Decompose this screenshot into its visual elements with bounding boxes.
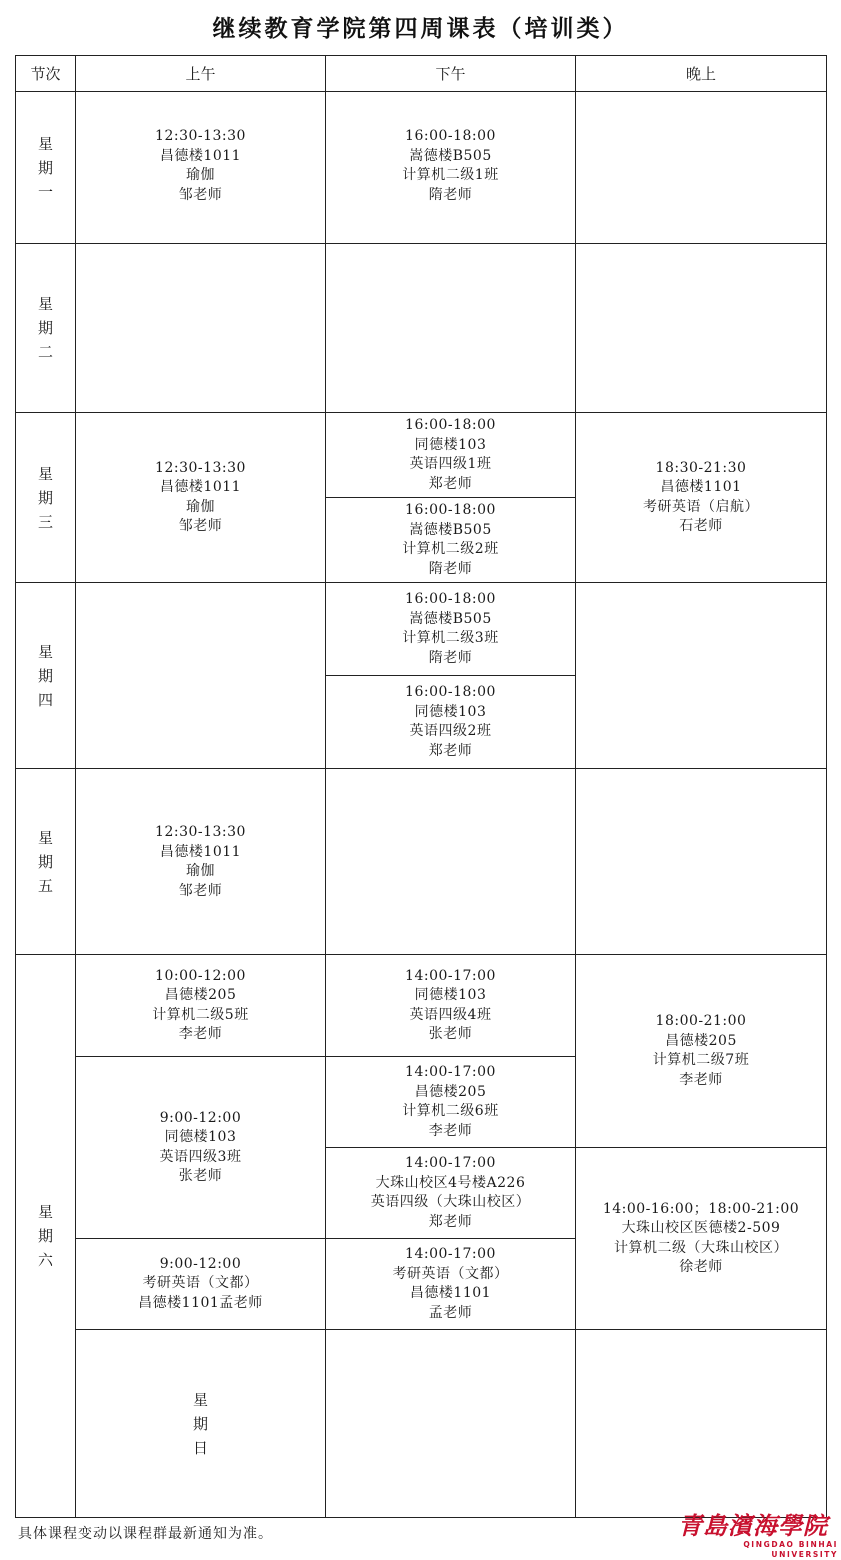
header-evening: 晚上 [576, 56, 827, 92]
cell-text-line: 三 [37, 512, 53, 531]
cell-text-line: 瑜伽 [186, 498, 215, 515]
cell-text-line: 14:00-17:00 [405, 967, 496, 984]
cell-text-line: 星 [37, 1203, 53, 1221]
cell-text-line: 一 [37, 182, 53, 201]
cell-text-line: 李老师 [679, 1071, 723, 1088]
cell-text-line: 星 [192, 1390, 208, 1409]
cell-text-line: 四 [37, 690, 53, 709]
day-tuesday [16, 244, 76, 413]
cell-text-line: 计算机二级1班 [402, 167, 499, 183]
cell-text-line: 期 [37, 852, 53, 871]
cell-text-line: 星 [37, 828, 53, 847]
header-morning: 上午 [76, 56, 326, 92]
cell-text-line: 考研英语（文都） [392, 1265, 509, 1282]
fri-afternoon-empty [326, 769, 576, 955]
cell-text-line: 隋老师 [428, 186, 473, 203]
cell-text-line: 16:00-18:00 [405, 417, 496, 433]
cell-text-line: 五 [37, 876, 53, 895]
cell-text-line: 12:30-13:30 [155, 128, 246, 144]
cell-text-line: 郑老师 [428, 742, 473, 759]
cell-text-line: 14:00-16:00；18:00-21:00 [602, 1200, 800, 1217]
cell-text-line: 16:00-18:00 [405, 684, 496, 700]
cell-text-line: 瑜伽 [186, 863, 215, 879]
wed-evening-class [576, 413, 827, 583]
row-wednesday-1 [16, 413, 827, 498]
cell-text-line: 14:00-17:00 [405, 1155, 496, 1171]
cell-text-line: 14:00-17:00 [405, 1246, 496, 1262]
logo-english-name: QINGDAO BINHAI UNIVERSITY [743, 1540, 838, 1559]
tue-evening-empty [576, 244, 827, 413]
cell-text-line: 二 [37, 343, 53, 361]
wed-afternoon-class-2 [326, 498, 576, 583]
thu-evening-empty [576, 583, 827, 769]
day-saturday [16, 955, 76, 1518]
cell-text-line: 昌德楼1101孟老师 [138, 1294, 263, 1311]
cell-text-line: 16:00-18:00 [405, 502, 496, 518]
cell-text-line: 英语四级1班 [409, 456, 492, 472]
tue-morning-empty [76, 244, 326, 413]
cell-text-line: 计算机二级6班 [402, 1103, 499, 1119]
cell-text-line: 考研英语（启航） [643, 498, 759, 515]
cell-text-line: 期 [37, 666, 53, 685]
tue-afternoon-empty [326, 244, 576, 413]
cell-text-line: 计算机二级2班 [402, 541, 499, 557]
cell-text-line: 10:00-12:00 [155, 967, 246, 984]
cell-text-line: 同德楼103 [414, 987, 487, 1003]
cell-text-line: 昌德楼1101 [409, 1285, 492, 1301]
cell-text-line: 考研英语（文都） [142, 1275, 259, 1292]
sat-morning-class-3 [76, 1239, 326, 1330]
row-monday [16, 92, 827, 244]
sat-afternoon-class-3 [326, 1148, 576, 1239]
cell-text-line: 12:30-13:30 [155, 459, 246, 476]
sat-evening-class-1 [576, 955, 827, 1148]
row-friday [16, 769, 827, 955]
cell-text-line: 计算机二级5班 [152, 1006, 249, 1023]
day-sunday [76, 1330, 326, 1518]
cell-text-line: 石老师 [679, 518, 723, 534]
cell-text-line: 邹老师 [178, 882, 223, 899]
cell-text-line: 徐老师 [679, 1259, 723, 1275]
cell-text-line: 邹老师 [178, 518, 223, 534]
cell-text-line: 期 [37, 1227, 53, 1245]
cell-text-line: 18:30-21:30 [655, 459, 747, 476]
cell-text-line: 同德楼103 [414, 436, 487, 453]
cell-text-line: 计算机二级7班 [652, 1052, 750, 1068]
cell-text-line: 期 [37, 488, 53, 507]
cell-text-line: 隋老师 [428, 649, 473, 666]
cell-text-line: 同德楼103 [414, 703, 487, 720]
cell-text-line: 星 [37, 134, 53, 153]
wed-afternoon-class-1 [326, 413, 576, 498]
cell-text-line: 16:00-18:00 [405, 128, 496, 144]
cell-text-line: 星 [37, 464, 53, 483]
logo-chinese-name: 青島濱海學院 [678, 1511, 828, 1540]
header-period: 节次 [16, 56, 76, 92]
fri-evening-empty [576, 769, 827, 955]
cell-text-line: 昌德楼1011 [159, 147, 242, 164]
cell-text-line: 隋老师 [428, 560, 473, 577]
wed-morning-class [76, 413, 326, 583]
sat-afternoon-class-1 [326, 955, 576, 1057]
sun-afternoon-empty [576, 1330, 827, 1518]
row-saturday-1 [16, 955, 827, 1057]
cell-text-line: 期 [37, 158, 53, 177]
university-logo [678, 1511, 838, 1559]
sun-morning-empty [326, 1330, 576, 1518]
cell-text-line: 计算机二级（大珠山校区） [614, 1239, 788, 1256]
cell-text-line: 大珠山校区医德楼2-509 [621, 1220, 781, 1236]
cell-text-line: 瑜伽 [186, 167, 215, 183]
cell-text-line: 昌德楼1101 [660, 479, 742, 495]
cell-text-line: 期 [37, 319, 53, 337]
sat-morning-class-2 [76, 1057, 326, 1239]
cell-text-line: 郑老师 [428, 1213, 473, 1230]
thu-morning-empty [76, 583, 326, 769]
mon-morning-class [76, 92, 326, 244]
row-tuesday [16, 244, 827, 413]
fri-morning-class [76, 769, 326, 955]
cell-text-line: 14:00-17:00 [405, 1064, 496, 1080]
sat-afternoon-class-4 [326, 1239, 576, 1330]
cell-text-line: 18:00-21:00 [655, 1013, 747, 1029]
cell-text-line: 嵩德楼B505 [409, 521, 492, 538]
footnote: 具体课程变动以课程群最新通知为准。 [18, 1526, 273, 1542]
cell-text-line: 大珠山校区4号楼A226 [375, 1174, 526, 1191]
cell-text-line: 9:00-12:00 [159, 1109, 242, 1126]
row-sunday [16, 1330, 827, 1518]
cell-text-line: 期 [192, 1414, 208, 1433]
cell-text-line: 嵩德楼B505 [409, 147, 492, 164]
cell-text-line: 星 [37, 642, 53, 661]
cell-text-line: 英语四级4班 [409, 1006, 492, 1023]
cell-text-line: 同德楼103 [164, 1129, 237, 1145]
cell-text-line: 李老师 [428, 1122, 473, 1139]
cell-text-line: 12:30-13:30 [155, 824, 246, 840]
mon-evening-empty [576, 92, 827, 244]
cell-text-line: 李老师 [178, 1026, 223, 1042]
cell-text-line: 昌德楼205 [665, 1032, 737, 1049]
cell-text-line: 六 [37, 1251, 53, 1269]
day-thursday [16, 583, 76, 769]
day-monday [16, 92, 76, 244]
page-title: 继续教育学院第四周课表（培训类） [212, 16, 629, 42]
cell-text-line: 孟老师 [428, 1304, 473, 1321]
thu-afternoon-class-1 [326, 583, 576, 676]
cell-text-line: 英语四级3班 [159, 1148, 242, 1165]
cell-text-line: 昌德楼205 [414, 1083, 487, 1100]
sat-morning-class-1 [76, 955, 326, 1057]
day-wednesday [16, 413, 76, 583]
cell-text-line: 张老师 [178, 1168, 223, 1184]
cell-text-line: 9:00-12:00 [159, 1255, 242, 1272]
cell-text-line: 英语四级（大珠山校区） [370, 1194, 531, 1210]
thu-afternoon-class-2 [326, 676, 576, 769]
cell-text-line: 昌德楼205 [164, 987, 237, 1003]
cell-text-line: 嵩德楼B505 [409, 610, 492, 627]
header-row [16, 56, 827, 92]
cell-text-line: 昌德楼1011 [159, 843, 242, 860]
mon-afternoon-class [326, 92, 576, 244]
cell-text-line: 日 [192, 1438, 208, 1457]
cell-text-line: 昌德楼1011 [159, 479, 242, 495]
schedule-table [15, 55, 827, 1518]
cell-text-line: 星 [37, 295, 53, 313]
header-afternoon: 下午 [326, 56, 576, 92]
cell-text-line: 邹老师 [178, 186, 223, 203]
day-friday [16, 769, 76, 955]
cell-text-line: 郑老师 [428, 475, 473, 492]
cell-text-line: 英语四级2班 [409, 723, 492, 739]
row-thursday-1 [16, 583, 827, 676]
sat-evening-class-2 [576, 1148, 827, 1330]
cell-text-line: 张老师 [428, 1026, 473, 1042]
cell-text-line: 16:00-18:00 [405, 591, 496, 607]
cell-text-line: 计算机二级3班 [402, 630, 499, 646]
sat-afternoon-class-2 [326, 1057, 576, 1148]
